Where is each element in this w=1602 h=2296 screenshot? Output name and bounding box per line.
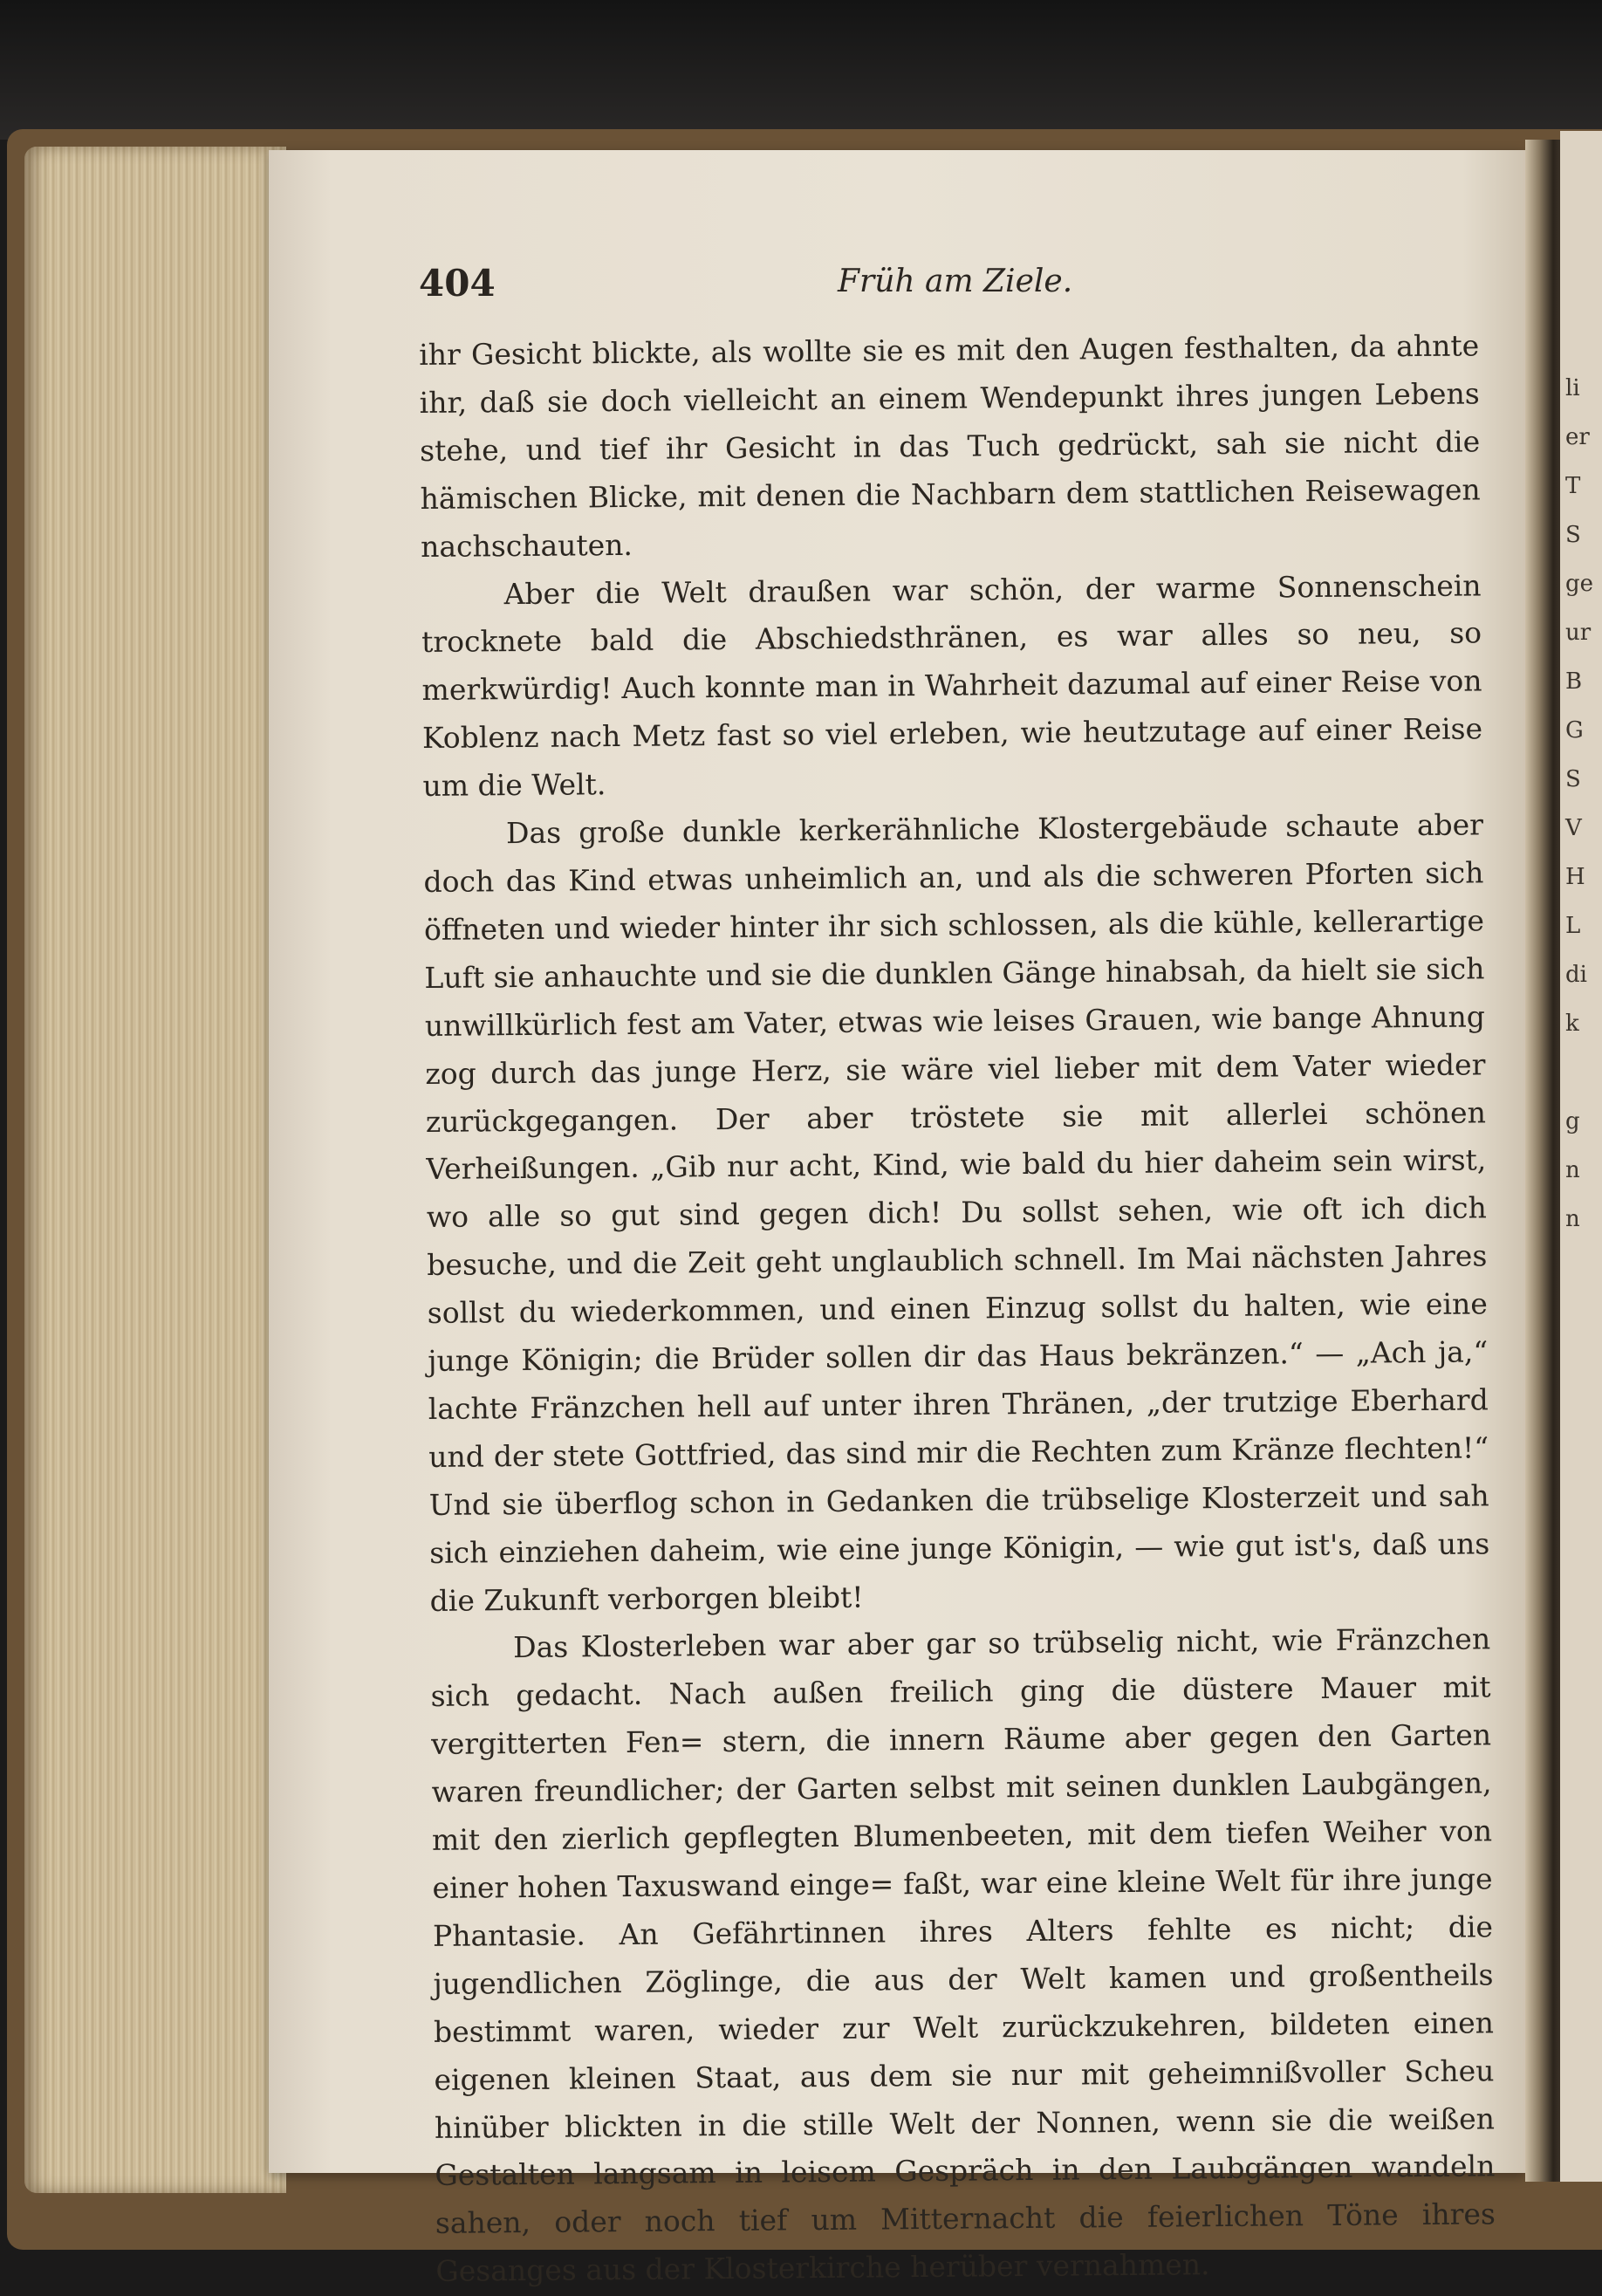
next-page-fragment: H xyxy=(1565,864,1585,890)
next-page-fragment: L xyxy=(1565,913,1581,939)
next-page-fragment: S xyxy=(1565,766,1581,792)
next-page-fragment: T xyxy=(1565,473,1581,499)
book-gutter xyxy=(1525,140,1560,2182)
next-page-fragment: S xyxy=(1565,522,1581,548)
next-page-fragment: n xyxy=(1565,1157,1580,1183)
paragraph: ihr Gesicht blickte, als wollte sie es mit den Augen festhalten, da ahnte ihr, daß sie doch vielleicht an einem Wendepunkt ihres jungen Lebens stehe, und tief ihr Gesicht in das Tuch gedrückt, sah sie nicht die hämischen Blicke, mit denen die Nachbarn dem stattlichen Reisewagen nachschauten. xyxy=(419,328,1481,564)
page-number: 404 xyxy=(419,262,496,305)
running-title: Früh am Ziele. xyxy=(838,264,1073,299)
paragraph: Das große dunkle kerkerähnliche Klostergebäude schaute aber doch das Kind etwas unheimlich an, und als die schweren Pforten sich öffneten und wieder hinter ihr sich schlossen, als die kühle, kellerartige Luft sie anhauchte und sie die dunklen Gänge hinabsah, da hielt sie sich unwillkürlich fest am Vater, etwas wie leises Grauen, wie bange Ahnung zog durch das junge Herz, sie wäre viel lieber mit dem Vater wieder zurückgegangen. Der aber tröstete sie mit allerlei schönen Verheißungen. „Gib nur acht, Kind, wie bald du hier daheim sein wirst, wo alle so gut sind gegen dich! Du sollst sehen, wie oft ich dich besuche, und die Zeit geht unglaublich schnell. Im Mai nächsten Jahres sollst du wiederkommen, und einen Einzug sollst du halten, wie eine junge Königin; die Brüder sollen dir das Haus bekränzen.“ — „Ach ja,“ lachte Fränzchen hell auf unter ihren Thränen, „der trutzige Eberhard und der stete Gottfried, das sind mir die Rechten zum Kränze flechten!“ Und sie überflog schon in Gedanken die trübselige Klosterzeit und sah sich einziehen daheim, wie eine junge Königin, — wie gut ist's, daß uns die Zukunft verborgen bleibt! xyxy=(423,807,1490,1618)
next-page-fragment: V xyxy=(1565,815,1582,841)
paragraph: Das Klosterleben war aber gar so trübselig nicht, wie Fränzchen sich gedacht. Nach außen freilich ging die düstere Mauer mit vergitterten Fen= stern, die innern Räume aber gegen den Garten waren freundlicher; der Garten selbst mit seinen dunklen Laubgängen, mit den zierlich gepflegten Blumenbeeten, mit dem tiefen Weiher von einer hohen Taxuswand einge= faßt, war eine kleine Welt für ihre junge Phantasie. An Gefährtinnen ihres Alters fehlte es nicht; die jugendlichen Zöglinge, die aus der Welt kamen und großentheils bestimmt waren, wieder zur Welt zurückzukehren, bildeten einen eigenen kleinen Staat, aus dem sie nur mit geheimnißvoller Scheu hinüber blickten in die stille Welt der Nonnen, wenn sie die weißen Gestalten langsam in leisem Gespräch in den Laubgängen wandeln sahen, oder noch tief um Mitternacht die feierlichen Töne ihres Gesanges aus der Klosterkirche herüber vernahmen. xyxy=(430,1621,1496,2289)
next-page-fragment: g xyxy=(1565,1108,1580,1134)
next-page-fragment: di xyxy=(1565,962,1587,988)
next-page-fragment: B xyxy=(1565,668,1583,695)
paragraph: Aber die Welt draußen war schön, der warme Sonnenschein trocknete bald die Abschiedsthränen, es war alles so neu, so merkwürdig! Auch konnte man in Wahrheit dazumal auf einer Reise von Koblenz nach Metz fast so viel erleben, wie heutzutage auf einer Reise um die Welt. xyxy=(421,567,1483,804)
next-page-fragment: ge xyxy=(1565,571,1594,597)
page-edges xyxy=(24,147,286,2193)
page-header xyxy=(419,262,1492,314)
next-page-fragment: k xyxy=(1565,1011,1579,1037)
background xyxy=(0,0,1602,140)
next-page-fragment: er xyxy=(1565,424,1590,450)
body-text xyxy=(419,322,1496,2296)
next-page-fragment: li xyxy=(1565,375,1580,401)
next-page-fragment: n xyxy=(1565,1206,1580,1232)
next-page-edge xyxy=(1560,131,1602,2182)
next-page-fragment: ur xyxy=(1565,620,1592,646)
next-page-fragment: G xyxy=(1565,717,1584,744)
